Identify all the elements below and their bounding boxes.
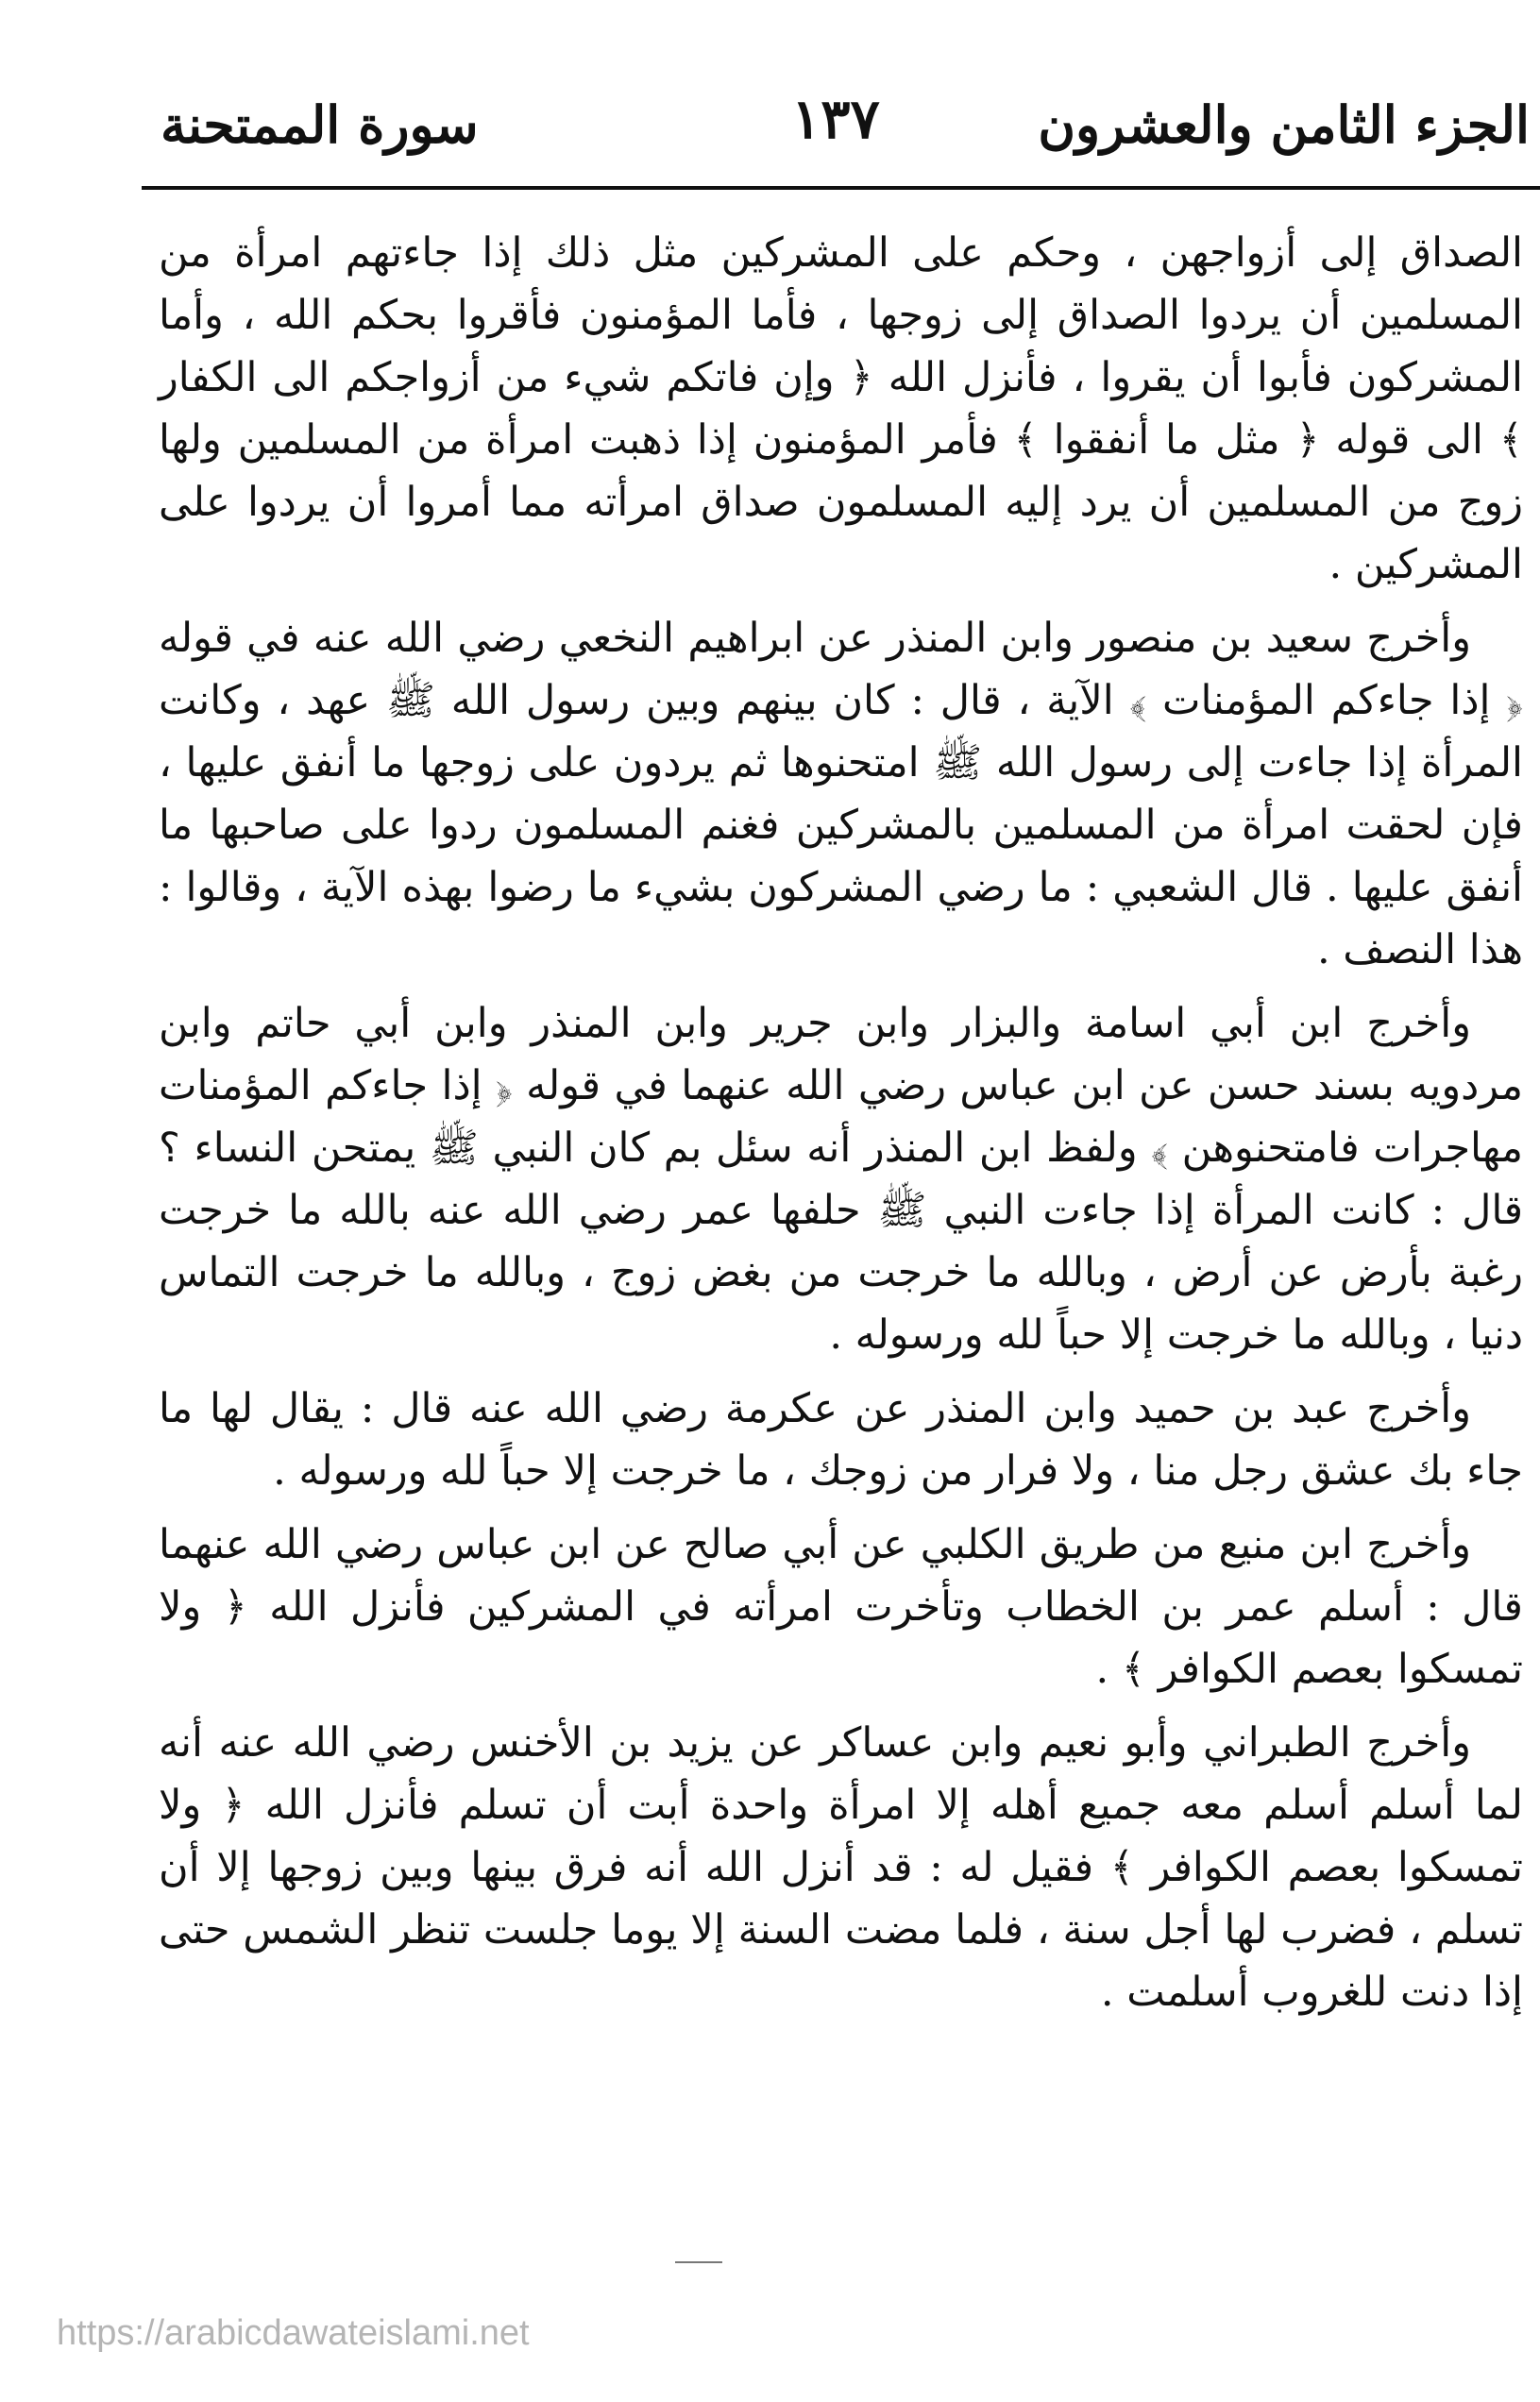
- paragraph: وأخرج عبد بن حميد وابن المنذر عن عكرمة رضي الله عنه قال : يقال لها ما جاء بك عشق رجل منا ، ولا فرار من زوجك ، ما خرجت إلا حباً لله ورسوله .: [159, 1385, 1523, 1495]
- watermark-url: https://arabicdawateislami.net: [57, 2313, 530, 2353]
- header-rule: [142, 186, 1540, 190]
- page-header: [142, 76, 1530, 189]
- page-number: ١٣٧: [791, 87, 880, 151]
- paragraph: وأخرج سعيد بن منصور وابن المنذر عن ابراهيم النخعي رضي الله عنه في قوله ﴿ إذا جاءكم المؤمنات ﴾ الآية ، قال : كان بينهم وبين رسول الله ﷺ عهد ، وكانت المرأة إذا جاءت إلى رسول الله ﷺ امتحنوها ثم يردون على زوجها ما أنفق عليها ، فإن لحقت امرأة من المسلمين بالمشركين فغنم المسلمون ردوا على صاحبها ما أنفق عليها . قال الشعبي : ما رضي المشركون بشيء ما رضوا بهذه الآية ، وقالوا : هذا النصف .: [159, 615, 1523, 973]
- surah-title: سورة الممتحنة: [161, 94, 479, 155]
- part-title: الجزء الثامن والعشرون: [1038, 94, 1530, 155]
- page-body: [159, 222, 1523, 2035]
- paragraph: وأخرج ابن منيع من طريق الكلبي عن أبي صالح عن ابن عباس رضي الله عنهما قال : أسلم عمر بن الخطاب وتأخرت امرأته في المشركين فأنزل الله ﴿ ولا تمسكوا بعصم الكوافر ﴾ .: [159, 1521, 1523, 1693]
- paragraph: الصداق إلى أزواجهن ، وحكم على المشركين مثل ذلك إذا جاءتهم امرأة من المسلمين أن يردوا الصداق إلى زوجها ، فأما المؤمنون فأقروا بحكم الله ، وأما المشركون فأبوا أن يقروا ، فأنزل الله ﴿ وإن فاتكم شيء من أزواجكم الى الكفار ﴾ الى قوله ﴿ مثل ما أنفقوا ﴾ فأمر المؤمنون إذا ذهبت امرأة من المسلمين ولها زوج من المسلمين أن يرد إليه المسلمون صداق امرأته مما أمروا أن يردوا على المشركين .: [159, 229, 1523, 588]
- paragraph: وأخرج ابن أبي اسامة والبزار وابن جرير وابن المنذر وابن أبي حاتم وابن مردويه بسند حسن عن ابن عباس رضي الله عنهما في قوله ﴿ إذا جاءكم المؤمنات مهاجرات فامتحنوهن ﴾ ولفظ ابن المنذر أنه سئل بم كان النبي ﷺ يمتحن النساء ؟ قال : كانت المرأة إذا جاءت النبي ﷺ حلفها عمر رضي الله عنه بالله ما خرجت رغبة بأرض عن أرض ، وبالله ما خرجت من بغض زوج ، وبالله ما خرجت التماس دنيا ، وبالله ما خرجت إلا حباً لله ورسوله .: [159, 1000, 1523, 1359]
- footer-divider: [675, 2261, 722, 2263]
- paragraph: وأخرج الطبراني وأبو نعيم وابن عساكر عن يزيد بن الأخنس رضي الله عنه أنه لما أسلم أسلم معه جميع أهله إلا امرأة واحدة أبت أن تسلم فأنزل الله ﴿ ولا تمسكوا بعصم الكوافر ﴾ فقيل له : قد أنزل الله أنه فرق بينها وبين زوجها إلا أن تسلم ، فضرب لها أجل سنة ، فلما مضت السنة إلا يوما جلست تنظر الشمس حتى إذا دنت للغروب أسلمت .: [159, 1719, 1523, 2016]
